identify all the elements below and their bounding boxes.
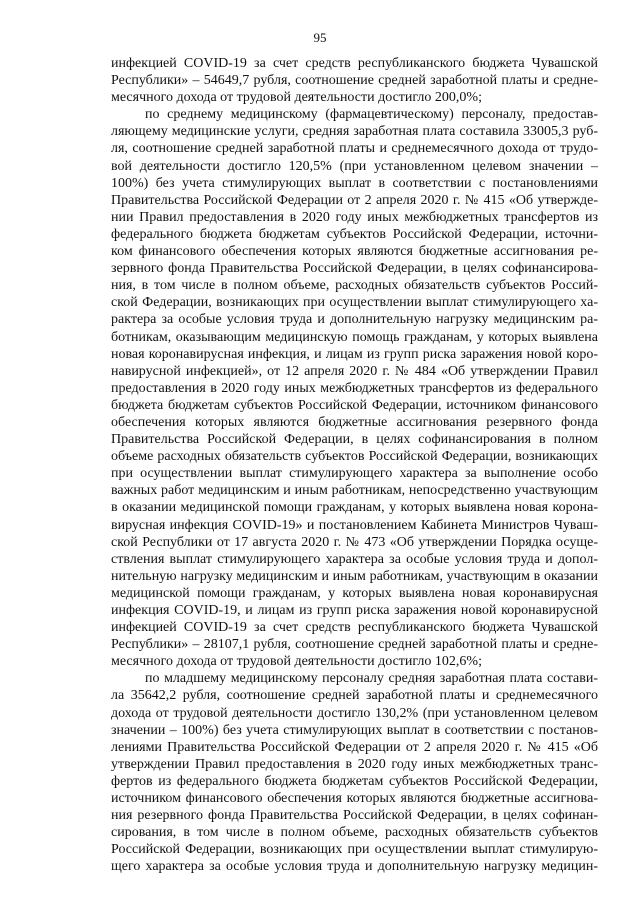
text-line: инфекцией COVID-19 за счет средств республиканского бюджета Чувашской xyxy=(111,56,598,71)
text-line: объеме расходных обязательств субъектов Российской Федерации, возникающих xyxy=(111,449,598,465)
text-line: фертов из федерального бюджета бюджетам субъектов Российской Федерации, xyxy=(111,773,598,789)
text-line: нительную нагрузку медицинским и иным работникам, участвующим в оказании xyxy=(111,568,598,584)
text-line: ния, в том числе в полном объеме, расходных обязательств субъектов Россий- xyxy=(111,278,598,294)
text-line: по среднему медицинскому (фармацевтическому) персоналу, предостав- xyxy=(145,107,598,123)
text-line: бюджета бюджетам субъектов Российской Федерации, источником финансового xyxy=(111,397,598,413)
text-line: зервного фонда Правительства Российской Федерации, в целях софинансирова- xyxy=(111,261,598,277)
text-line: ла 35642,2 рубля, соотношение средней заработной платы и среднемесячного xyxy=(111,688,598,704)
text-line: ком финансового обеспечения которых являются бюджетные ассигнования ре- xyxy=(111,244,598,260)
text-line: инфекция COVID-19, и лицам из групп риска заражения новой коронавирусной xyxy=(111,603,598,618)
text-line: дохода от трудовой деятельности достигло 130,2% (при установленном целевом xyxy=(111,705,598,721)
text-line: медицинской помощи гражданам, у которых выявлена новая коронавирусная xyxy=(111,585,598,601)
text-line: нии Правил предоставления в 2020 году иных межбюджетных трансфертов из xyxy=(111,209,598,225)
text-line: щего характера за особые условия труда и дополнительную нагрузку медицин- xyxy=(111,859,598,875)
text-line: при осуществлении выплат стимулирующего характера за выполнение особо xyxy=(111,466,598,482)
text-line: лениями Правительства Российской Федерации от 2 апреля 2020 г. № 415 «Об xyxy=(111,739,598,755)
text-line: ской Республики от 17 августа 2020 г. № 473 «Об утверждении Порядка осуще- xyxy=(111,534,598,550)
text-line: вой деятельности достигло 120,5% (при установленном целевом значении – xyxy=(111,158,598,174)
text-line: ляющему медицинские услуги, средняя заработная плата составила 33005,3 руб- xyxy=(111,124,598,140)
text-line: ля, соотношение средней заработной платы и среднемесячного дохода от трудо- xyxy=(111,141,598,157)
text-line: важных работ медицинским и иным работникам, непосредственно участвующим xyxy=(111,483,598,499)
text-line: ствления выплат стимулирующего характера за особые условия труда и допол- xyxy=(111,551,598,567)
text-line: Республики» – 28107,1 рубля, соотношение средней заработной платы и средне- xyxy=(111,637,598,653)
text-line: вирусная инфекция COVID-19» и постановлением Кабинета Министров Чуваш- xyxy=(111,517,598,533)
text-line: предоставления в 2020 году иных межбюджетных трансфертов из федерального xyxy=(111,380,598,396)
text-line: ской Федерации, возникающих при осуществлении выплат стимулирующего ха- xyxy=(111,295,598,311)
text-line: месячного дохода от трудовой деятельности достигло 200,0%; xyxy=(111,90,482,106)
text-line: навирусной инфекцией», от 12 апреля 2020 г. № 484 «Об утверждении Правил xyxy=(111,363,598,379)
text-line: инфекцией COVID-19 за счет средств республиканского бюджета Чувашской xyxy=(111,620,598,636)
text-line: Правительства Российской Федерации, в целях софинансирования в полном xyxy=(111,432,598,448)
text-line: Российской Федерации, возникающих при осуществлении выплат стимулирую- xyxy=(111,842,598,858)
text-line: федерального бюджета бюджетам субъектов Российской Федерации, источни- xyxy=(111,226,598,242)
text-line: источником финансового обеспечения которых являются бюджетные ассигнова- xyxy=(111,791,598,807)
text-line: рактера за особые условия труда и дополнительную нагрузку медицинским ра- xyxy=(111,312,598,328)
text-line: 100%) без учета стимулирующих выплат в соответствии с постановлениями xyxy=(111,175,598,191)
text-line: значении – 100%) без учета стимулирующих выплат в соответствии с постанов- xyxy=(111,722,598,738)
text-line: ния резервного фонда Правительства Российской Федерации, в целях софинан- xyxy=(111,808,598,824)
page-number: 95 xyxy=(313,30,327,45)
text-line: по младшему медицинскому персоналу средняя заработная плата состави- xyxy=(145,671,598,687)
text-line: Республики» – 54649,7 рубля, соотношение средней заработной платы и средне- xyxy=(111,73,598,89)
text-line: новая коронавирусная инфекция, и лицам из групп риска заражения новой коро- xyxy=(111,346,598,362)
text-line: обеспечения которых являются бюджетные ассигнования резервного фонда xyxy=(111,414,598,430)
text-line: месячного дохода от трудовой деятельности достигло 102,6%; xyxy=(111,654,482,670)
text-line: сирования, в том числе в полном объеме, расходных обязательств субъектов xyxy=(111,825,598,841)
text-line: утверждении Правил предоставления в 2020 году иных межбюджетных транс- xyxy=(111,756,598,772)
body-text xyxy=(111,55,598,876)
text-line: в оказании медицинской помощи гражданам, у которых выявлена новая корона- xyxy=(111,500,598,516)
text-line: ботникам, оказывающим медицинскую помощь гражданам, у которых выявлена xyxy=(111,329,598,345)
text-line: Правительства Российской Федерации от 2 апреля 2020 г. № 415 «Об утвержде- xyxy=(111,192,598,208)
